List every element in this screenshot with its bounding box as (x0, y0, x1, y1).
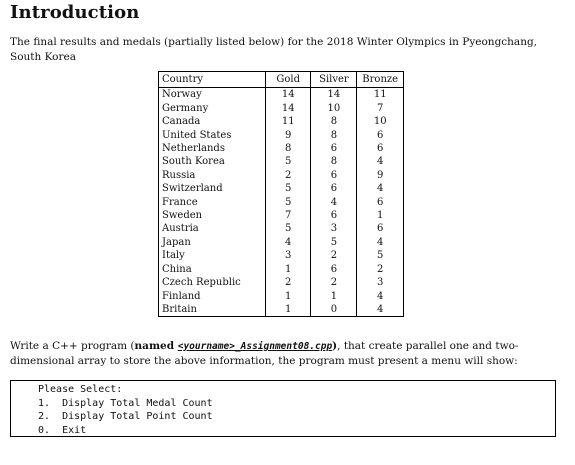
table-row (159, 88, 404, 102)
cell-silver: 6 (311, 169, 357, 182)
header-silver: Silver (311, 72, 357, 88)
cell-silver: 6 (311, 182, 357, 195)
cell-gold: 5 (266, 196, 311, 209)
menu-line-prompt: Please Select: (38, 384, 123, 395)
cell-gold: 5 (266, 155, 311, 168)
cell-gold: 4 (266, 236, 311, 249)
table-row (159, 209, 404, 222)
cell-gold: 14 (266, 102, 311, 115)
assignment-instructions (10, 339, 570, 368)
cell-bronze: 4 (357, 182, 404, 195)
cell-country: Britain (159, 303, 266, 317)
cell-country: China (159, 263, 266, 276)
cell-country: Italy (159, 249, 266, 262)
cell-silver: 4 (311, 196, 357, 209)
cell-bronze: 4 (357, 236, 404, 249)
table-row (159, 263, 404, 276)
cell-silver: 6 (311, 142, 357, 155)
cell-bronze: 1 (357, 209, 404, 222)
cell-bronze: 4 (357, 155, 404, 168)
cell-bronze: 2 (357, 263, 404, 276)
cell-gold: 11 (266, 115, 311, 128)
task-filename: <yourname>_Assignment08.cpp (177, 341, 333, 352)
cell-country: Czech Republic (159, 276, 266, 289)
cell-silver: 10 (311, 102, 357, 115)
cell-gold: 7 (266, 209, 311, 222)
table-row (159, 276, 404, 289)
cell-gold: 9 (266, 129, 311, 142)
cell-gold: 5 (266, 182, 311, 195)
table-row (159, 222, 404, 235)
task-named: named (134, 340, 178, 352)
cell-country: Japan (159, 236, 266, 249)
task-named-label (135, 340, 333, 352)
cell-silver: 8 (311, 155, 357, 168)
table-row (159, 129, 404, 142)
cell-bronze: 7 (357, 102, 404, 115)
table-header-row (159, 72, 404, 88)
cell-country: Austria (159, 222, 266, 235)
cell-silver: 0 (311, 303, 357, 317)
menu-code (38, 383, 213, 437)
cell-bronze: 3 (357, 276, 404, 289)
header-gold: Gold (266, 72, 311, 88)
cell-country: Netherlands (159, 142, 266, 155)
cell-silver: 3 (311, 222, 357, 235)
table-row (159, 102, 404, 115)
table-row (159, 290, 404, 303)
medal-table-body (159, 88, 404, 317)
medal-table (158, 71, 404, 317)
intro-paragraph: The final results and medals (partially listed below) for the 2018 Winter Olympics in Pyeongchang, South Korea (10, 36, 538, 63)
cell-country: Sweden (159, 209, 266, 222)
cell-bronze: 5 (357, 249, 404, 262)
menu-line-option-0: 0. Exit (38, 424, 87, 436)
table-row (159, 155, 404, 168)
cell-silver: 8 (311, 115, 357, 128)
cell-silver: 5 (311, 236, 357, 249)
cell-country: France (159, 196, 266, 209)
cell-silver: 14 (311, 88, 357, 102)
cell-country: Canada (159, 115, 266, 128)
cell-gold: 1 (266, 290, 311, 303)
table-row (159, 115, 404, 128)
cell-bronze: 10 (357, 115, 404, 128)
menu-code-box (10, 380, 556, 437)
cell-bronze: 6 (357, 196, 404, 209)
task-close-paren: ) (332, 340, 338, 352)
table-row (159, 142, 404, 155)
cell-gold: 2 (266, 169, 311, 182)
cell-gold: 1 (266, 303, 311, 317)
cell-gold: 1 (266, 263, 311, 276)
cell-country: Finland (159, 290, 266, 303)
cell-country: Norway (159, 88, 266, 102)
cell-country: Germany (159, 102, 266, 115)
menu-line-option-2: 2. Display Total Point Count (38, 411, 213, 423)
cell-gold: 3 (266, 249, 311, 262)
cell-bronze: 11 (357, 88, 404, 102)
cell-silver: 1 (311, 290, 357, 303)
menu-line-option-1: 1. Display Total Medal Count (38, 397, 213, 409)
cell-country: Russia (159, 169, 266, 182)
table-row (159, 169, 404, 182)
cell-bronze: 9 (357, 169, 404, 182)
table-row (159, 249, 404, 262)
cell-country: Switzerland (159, 182, 266, 195)
cell-bronze: 6 (357, 129, 404, 142)
header-country: Country (159, 72, 266, 88)
table-row (159, 182, 404, 195)
cell-bronze: 4 (357, 290, 404, 303)
cell-silver: 6 (311, 209, 357, 222)
cell-gold: 14 (266, 88, 311, 102)
table-row (159, 196, 404, 209)
cell-gold: 5 (266, 222, 311, 235)
cell-bronze: 4 (357, 303, 404, 317)
cell-silver: 6 (311, 263, 357, 276)
task-rest: , that create parallel one and two-dimensional array to store the above information, the program must present a menu will show: (10, 340, 519, 367)
page-title: Introduction (10, 2, 140, 23)
table-row (159, 303, 404, 317)
medal-table-wrapper (158, 71, 404, 317)
cell-bronze: 6 (357, 222, 404, 235)
cell-silver: 2 (311, 276, 357, 289)
table-row (159, 236, 404, 249)
cell-country: United States (159, 129, 266, 142)
cell-silver: 8 (311, 129, 357, 142)
header-bronze: Bronze (357, 72, 404, 88)
cell-gold: 2 (266, 276, 311, 289)
task-pre: Write a C++ program ( (10, 340, 135, 352)
cell-silver: 2 (311, 249, 357, 262)
cell-bronze: 6 (357, 142, 404, 155)
cell-gold: 8 (266, 142, 311, 155)
cell-country: South Korea (159, 155, 266, 168)
